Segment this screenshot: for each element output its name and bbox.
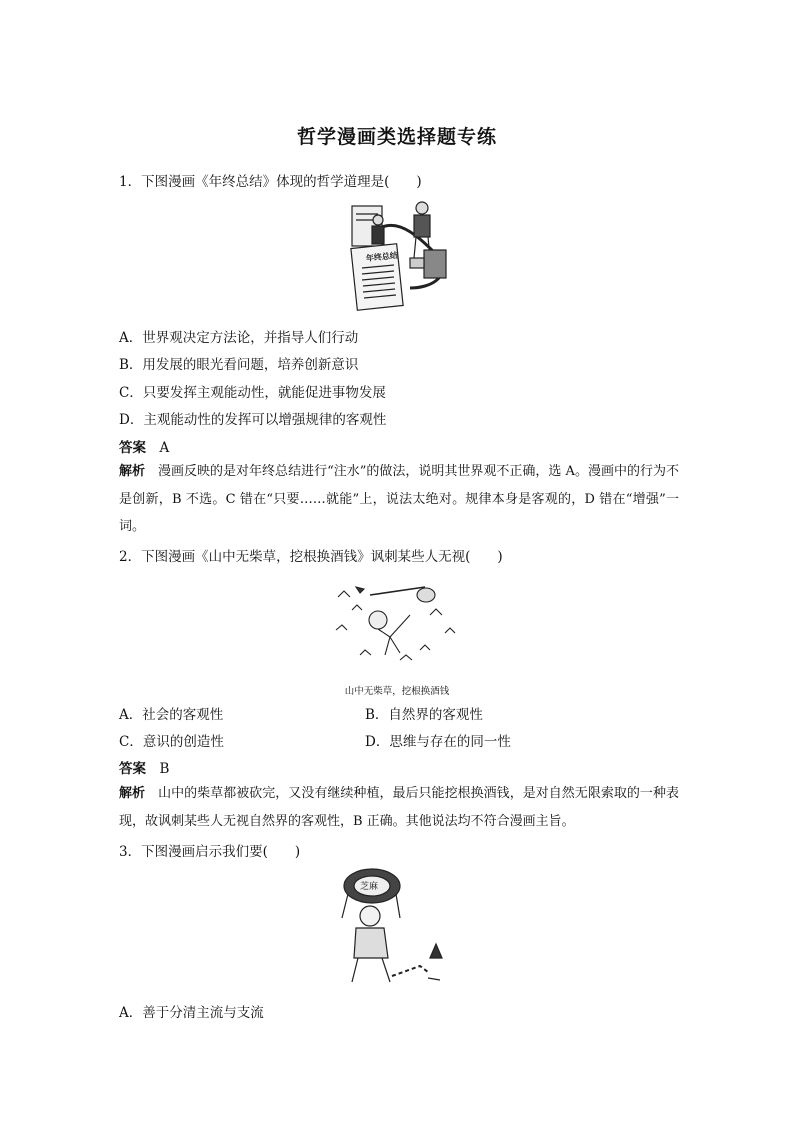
question-1-option-a: A．世界观决定方法论，并指导人们行动 — [119, 330, 359, 346]
answer-value: A — [159, 440, 170, 456]
question-3-stem: 3．下图漫画启示我们要( ) — [119, 844, 301, 860]
question-2-option-a: A．社会的客观性 — [119, 707, 224, 723]
analysis-label: 解析 — [119, 786, 146, 801]
answer-label: 答案 — [119, 440, 146, 456]
cartoon-3-label: 芝麻 — [360, 882, 379, 892]
sesame-watermelon-cartoon — [330, 866, 460, 996]
question-1-option-d: D．主观能动性的发挥可以增强规律的客观性 — [119, 412, 387, 428]
year-end-summary-cartoon — [340, 198, 456, 318]
question-1-option-b: B．用发展的眼光看问题，培养创新意识 — [119, 357, 359, 373]
page-title: 哲学漫画类选择题专练 — [296, 126, 497, 148]
question-1-analysis — [119, 458, 679, 541]
question-2-option-c: C．意识的创造性 — [119, 734, 224, 750]
analysis-text: 漫画反映的是对年终总结进行“注水”的做法，说明其世界观不正确，选 A。漫画中的行为不是创新，B 不选。C 错在“只要……就能”上，说法太绝对。规律本身是客观的，D 错在“增强”一词。 — [119, 464, 679, 534]
question-1-option-c: C．只要发挥主观能动性，就能促进事物发展 — [119, 385, 386, 401]
question-1-answer — [119, 439, 169, 457]
question-3-option-a: A．善于分清主流与支流 — [119, 1005, 264, 1021]
cartoon-1-label: 年终总结 — [365, 250, 399, 264]
mountain-no-firewood-cartoon — [330, 575, 465, 675]
question-2-analysis — [119, 780, 679, 835]
answer-value: B — [159, 761, 170, 777]
answer-label: 答案 — [119, 761, 146, 777]
analysis-text: 山中的柴草都被砍完，又没有继续种植，最后只能挖根换酒钱，是对自然无限索取的一种表现，故讽刺某些人无视自然界的客观性，B 正确。其他说法均不符合漫画主旨。 — [119, 786, 679, 829]
question-1-stem: 1．下图漫画《年终总结》体现的哲学道理是( ) — [119, 174, 422, 190]
question-2-option-d: D．思维与存在的同一性 — [365, 734, 511, 750]
analysis-label: 解析 — [119, 464, 146, 479]
cartoon-2-caption: 山中无柴草，挖根换酒钱 — [344, 686, 450, 697]
question-2-option-b: B．自然界的客观性 — [365, 707, 483, 723]
question-2-answer — [119, 760, 169, 778]
question-2-stem: 2．下图漫画《山中无柴草，挖根换酒钱》讽刺某些人无视( ) — [119, 549, 503, 565]
